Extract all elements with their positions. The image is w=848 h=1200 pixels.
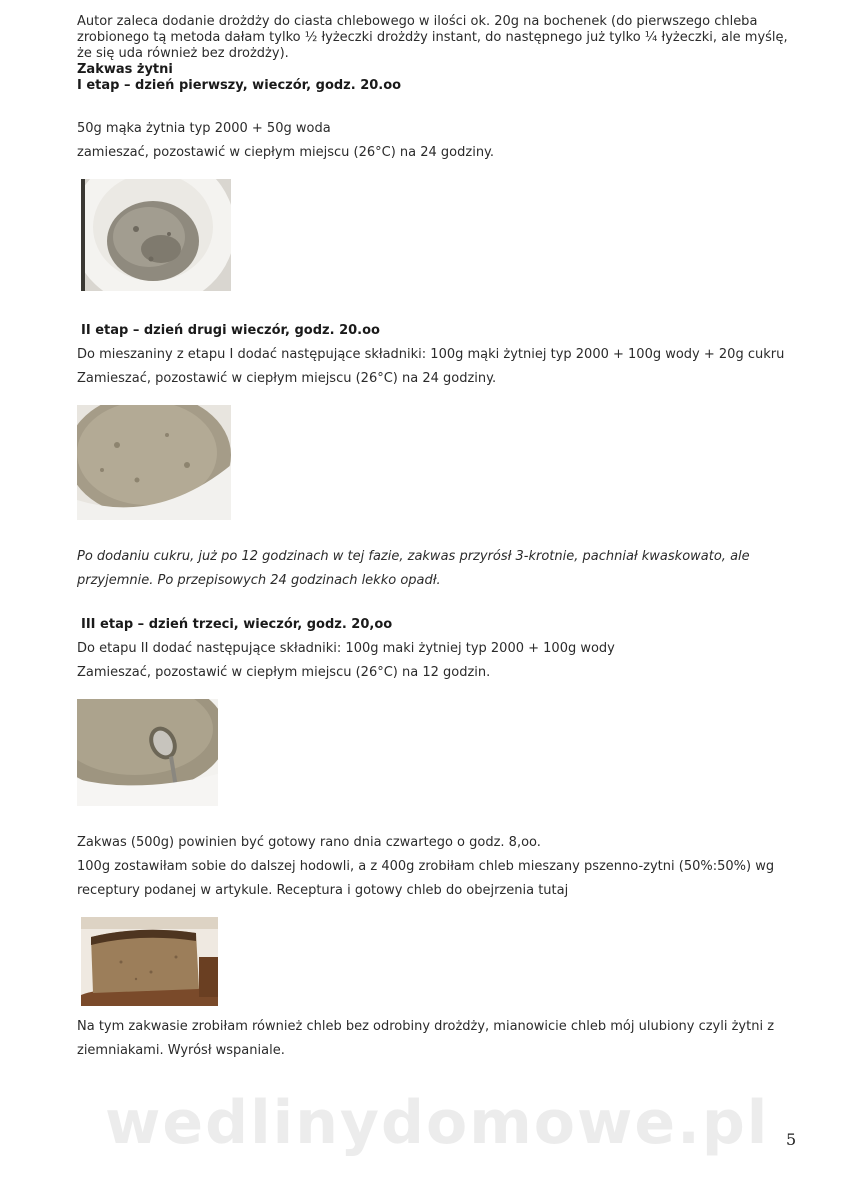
- watermark: wedlinydomowe.pl: [105, 1088, 770, 1158]
- intro-line-1: Autor zaleca dodanie drożdży do ciasta chlebowego w ilości ok. 20g na bochenek (do pierwszego chleba: [77, 14, 758, 29]
- stage3-line-1: Do etapu II dodać następujące składniki: 100g maki żytniej typ 2000 + 100g wody: [77, 641, 615, 656]
- photo-stage2-bowl: [77, 405, 231, 520]
- stage2-line-1: Do mieszaniny z etapu I dodać następujące składniki: 100g mąki żytniej typ 2000 + 100g wody + 20g cukru: [77, 347, 785, 362]
- stage2-note-2: przyjemnie. Po przepisowych 24 godzinach lekko opadł.: [77, 573, 441, 588]
- photo-stage3-spoon: [77, 699, 218, 806]
- intro-line-3: że się uda również bez drożdży).: [77, 46, 289, 61]
- stage2-title: II etap – dzień drugi wieczór, godz. 20.oo: [81, 323, 380, 338]
- page-number: 5: [786, 1130, 797, 1149]
- final-line-5: ziemniakami. Wyrósł wspaniale.: [77, 1043, 285, 1058]
- stage1-title: I etap – dzień pierwszy, wieczór, godz. 20.oo: [77, 78, 402, 93]
- stage3-line-2: Zamieszać, pozostawić w ciepłym miejscu (26°C) na 12 godzin.: [77, 665, 491, 680]
- stage1-line-2: zamieszać, pozostawić w ciepłym miejscu (26°C) na 24 godziny.: [77, 145, 495, 160]
- stage3-title: III etap – dzień trzeci, wieczór, godz. 20,oo: [81, 617, 393, 632]
- section-heading: Zakwas żytni: [77, 62, 173, 77]
- stage1-line-1: 50g mąka żytnia typ 2000 + 50g woda: [77, 121, 331, 136]
- final-line-4: Na tym zakwasie zrobiłam również chleb bez odrobiny drożdży, mianowicie chleb mój ulubiony czyli żytni z: [77, 1019, 775, 1034]
- photo-stage1-bowl: [81, 179, 231, 291]
- intro-line-2: zrobionego tą metoda dałam tylko ½ łyżeczki drożdży instant, do następnego już tylko ¼ łyżeczki, ale myślę,: [77, 30, 788, 45]
- stage2-line-2: Zamieszać, pozostawić w ciepłym miejscu (26°C) na 24 godziny.: [77, 371, 497, 386]
- stage2-note-1: Po dodaniu cukru, już po 12 godzinach w tej fazie, zakwas przyrósł 3-krotnie, pachniał kwaskowato, ale: [77, 549, 750, 564]
- photo-bread: [81, 917, 218, 1006]
- final-line-3: receptury podanej w artykule. Receptura i gotowy chleb do obejrzenia tutaj: [77, 883, 569, 898]
- final-line-2: 100g zostawiłam sobie do dalszej hodowli, a z 400g zrobiłam chleb mieszany pszenno-zytni (50%:50%) wg: [77, 859, 775, 874]
- final-line-1: Zakwas (500g) powinien być gotowy rano dnia czwartego o godz. 8,oo.: [77, 835, 541, 850]
